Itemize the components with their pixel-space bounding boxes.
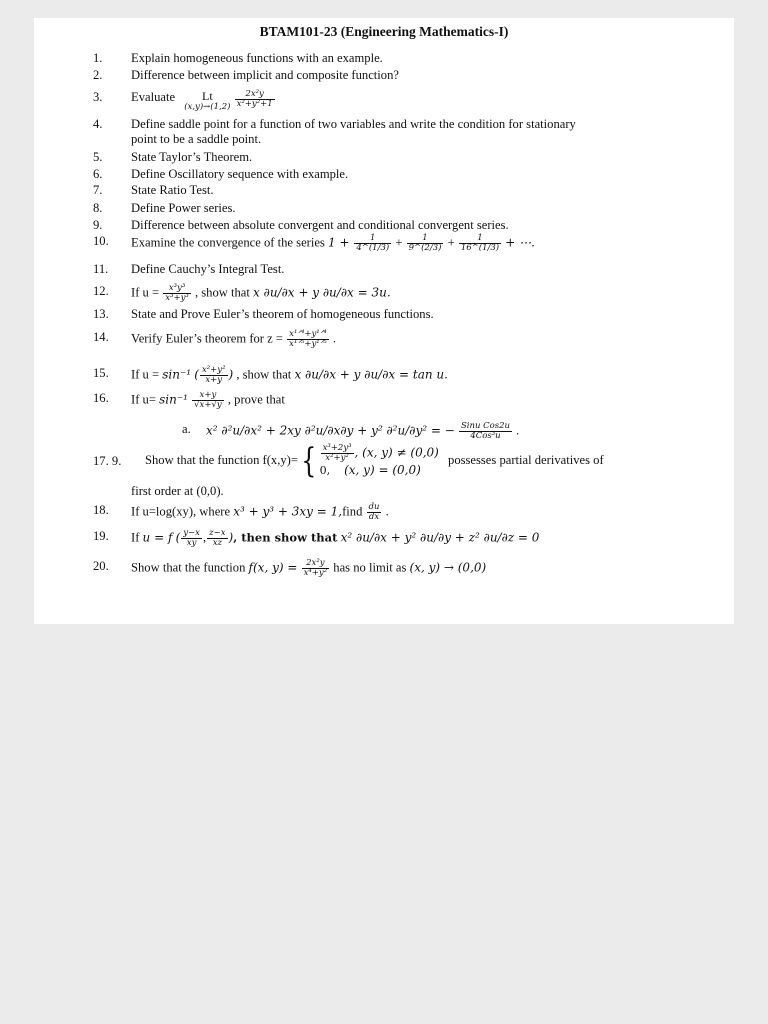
- question-number: 9.: [93, 218, 103, 232]
- question-19: 19. If u = f ( $\frac{y-x}{xy}$ , $\frac{z-x}{xz}$ ), then show that x² ∂u/∂x + y² ∂u/∂y + z² ∂u/∂z = 0: [93, 528, 540, 548]
- question-number: 4.: [93, 117, 103, 131]
- function-name: sin⁻¹: [162, 367, 192, 382]
- question-text-mid: has no limit as: [333, 560, 407, 575]
- question-6: [93, 167, 731, 182]
- equation-2: x² ∂u/∂x + y² ∂u/∂y + z² ∂u/∂z = 0: [340, 530, 540, 545]
- find-label: find: [342, 504, 363, 519]
- question-end: .: [385, 504, 389, 519]
- case-1: $\frac{\text{x³+2y³}}{\text{x²+y²}}$ , (x, y) ≠ (0,0): [322, 443, 439, 463]
- question-number: a.: [182, 422, 191, 436]
- brace: {: [301, 441, 317, 481]
- equation: x ∂u/∂x + y ∂u/∂x = tan u.: [294, 367, 448, 382]
- question-text-mid: , prove that: [227, 392, 285, 407]
- question-text: If u=log(xy), where: [131, 504, 231, 519]
- equation: x ∂u/∂x + y ∂u/∂x = 3u.: [253, 285, 391, 300]
- question-number: 2.: [93, 68, 103, 82]
- question-text: Difference between absolute convergent and conditional convergent series.: [131, 218, 509, 232]
- fraction: $\frac{\text{2x²y}}{\text{x⁴+y²}}$: [303, 558, 328, 578]
- question-16: [93, 390, 731, 410]
- question-text-mid: , then show that: [233, 530, 338, 545]
- question-number: 3.: [93, 90, 103, 104]
- question-number: 5.: [93, 150, 103, 164]
- denominator: x²+y²+1: [236, 99, 273, 109]
- question-text: State Ratio Test.: [131, 183, 214, 197]
- page-title: BTAM101-23 (Engineering Mathematics-I): [259, 24, 509, 39]
- question-2: [93, 68, 731, 83]
- question-9: [93, 218, 731, 233]
- piecewise-cases: [320, 444, 439, 478]
- question-7: [93, 183, 731, 198]
- fraction: $\frac{\text{Sinu Cos2u}}{\text{4Cos³u}}$: [460, 421, 511, 441]
- question-text: State Taylor’s Theorem.: [131, 150, 253, 164]
- fraction: $\frac{x+y}{√x+√y}$: [194, 390, 222, 410]
- question-text: Define Cauchy’s Integral Test.: [131, 262, 285, 276]
- question-5: [93, 150, 731, 165]
- limit-expression: [184, 90, 230, 112]
- question-text: If: [131, 530, 140, 545]
- question-10: 10. Examine the convergence of the series 1 + $\frac{1}{4\^{}(1/3)}$ + $\frac{1}{9\^{}(2/3)}$ + $\frac{1}{16\^{}(1/3)}$ + ⋯.: [93, 233, 535, 253]
- question-number: 14.: [93, 330, 109, 344]
- question-number: 6.: [93, 167, 103, 181]
- fraction: $\frac{\text{x²+y²}}{x+y}$: [201, 365, 226, 385]
- question-text: Examine the convergence of the series: [131, 235, 325, 250]
- question-16a: [182, 421, 726, 441]
- question-text: Verify Euler’s theorem for z =: [131, 331, 283, 346]
- question-number: 11.: [93, 262, 109, 276]
- limit-label: Lt: [201, 89, 213, 103]
- question-20: [93, 558, 731, 578]
- question-number: 10.: [93, 234, 109, 248]
- question-1: [93, 51, 731, 66]
- numerator: 2x²y: [235, 90, 275, 100]
- question-number: 18.: [93, 503, 109, 517]
- equation: x² ∂²u/∂x² + 2xy ∂²u/∂x∂y + y² ∂²u/∂y² = −: [206, 423, 455, 438]
- function-name: sin⁻¹: [159, 392, 188, 407]
- question-text: Show that the function: [131, 560, 246, 575]
- question-11: [93, 262, 731, 277]
- question-13: [93, 307, 731, 322]
- question-number: 16.: [93, 391, 109, 405]
- question-text: If u=: [131, 392, 156, 407]
- series-term-3: $\frac{1}{9\^{}(2/3)}$: [408, 233, 442, 253]
- fraction: $\frac{du}{dx}$: [368, 502, 380, 522]
- question-18: [93, 502, 731, 522]
- series-first-term: 1 +: [328, 235, 354, 250]
- question-number: 13.: [93, 307, 109, 321]
- question-17-continued: [131, 484, 731, 499]
- question-4: [93, 117, 731, 147]
- question-text: If u =: [131, 285, 160, 300]
- limit-subscript: (x,y)→(1,2): [184, 102, 231, 112]
- question-text: State and Prove Euler’s theorem of homogeneous functions.: [131, 307, 434, 321]
- equation-2: (x, y) → (0,0): [409, 560, 487, 575]
- fraction: $\frac{\text{x³y³}}{\text{x³+y³}}$: [165, 283, 189, 303]
- question-number: 19.: [93, 529, 109, 543]
- question-text: Define Oscillatory sequence with example.: [131, 167, 349, 181]
- question-3: [93, 89, 731, 112]
- question-end: .: [516, 423, 520, 438]
- question-text: Define saddle point for a function of two variables and write the condition for stationary: [131, 117, 576, 131]
- question-text-continued: first order at (0,0).: [131, 484, 224, 498]
- fraction: [235, 90, 275, 109]
- case-2: 0, (x, y) = (0,0): [319, 463, 421, 477]
- fraction-a: $\frac{y-x}{xy}$: [183, 528, 200, 548]
- question-17: [93, 441, 731, 481]
- question-text: Explain homogeneous functions with an example.: [131, 51, 383, 65]
- question-number: 15.: [93, 366, 109, 380]
- question-text-mid: possesses partial derivatives of: [448, 452, 604, 467]
- series-tail: + ⋯.: [505, 235, 535, 250]
- equation: f(x, y) =: [248, 560, 298, 575]
- question-text: If u =: [131, 367, 160, 382]
- question-15: 15. If u = sin⁻¹ ( $\frac{\text{x²+y²}}{x+y}$ ) , show that x ∂u/∂x + y ∂u/∂x = tan u.: [93, 365, 448, 385]
- fraction-b: $\frac{z-x}{xz}$: [209, 528, 226, 548]
- question-8: [93, 201, 731, 216]
- question-text: Show that the function f(x,y)=: [145, 452, 298, 467]
- question-14: [93, 329, 731, 349]
- question-end: .: [332, 331, 337, 346]
- question-number: 8.: [93, 201, 103, 215]
- question-number: 1.: [93, 51, 103, 65]
- question-number: 12.: [93, 284, 109, 298]
- question-text-mid: , show that: [236, 367, 292, 382]
- fraction: $\frac{\text{x¹ᐟ⁴+y¹ᐟ⁴}}{\text{x¹ᐟ⁵+y¹ᐟ⁵}}$: [289, 329, 327, 349]
- question-text: Difference between implicit and composite function?: [131, 68, 399, 82]
- series-term-2: $\frac{1}{4\^{}(1/3)}$: [356, 233, 390, 253]
- question-text: Evaluate: [131, 90, 176, 104]
- question-number: 7.: [93, 183, 103, 197]
- equation: x³ + y³ + 3xy = 1,: [233, 504, 343, 519]
- question-12: [93, 283, 731, 303]
- question-number: 20.: [93, 559, 109, 573]
- question-number: 17. 9.: [93, 454, 122, 468]
- series-term-4: $\frac{1}{16\^{}(1/3)}$: [460, 233, 500, 253]
- question-text: Define Power series.: [131, 201, 236, 215]
- question-text-mid: , show that: [194, 285, 250, 300]
- question-text-continued: point to be a saddle point.: [131, 132, 262, 146]
- question-sheet: [34, 18, 734, 624]
- equation: u = f: [142, 530, 173, 545]
